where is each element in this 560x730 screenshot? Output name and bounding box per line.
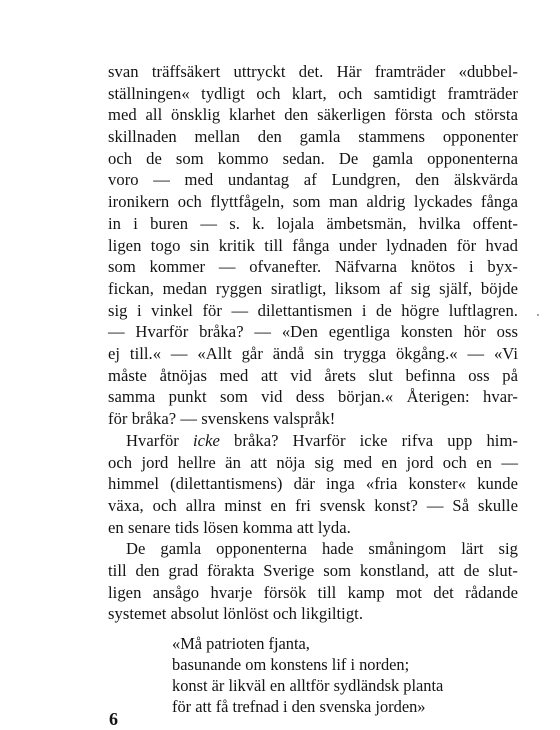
text-line: ligen togo sin kritik till fånga under lydnaden för hvad	[108, 235, 518, 255]
poem-line: konst är likväl en alltför sydländsk planta	[172, 676, 444, 696]
text-line: med all önsklig klarhet den säkerligen första och största	[108, 105, 518, 125]
paragraph-2	[108, 430, 518, 538]
text-line: som kommer — ofvanefter. Näfvarna knötos i byx-	[108, 257, 518, 277]
poem-line: för att få trefnad i den svenska jorden»	[172, 697, 426, 717]
poem-line: basunande om konstens lif i norden;	[172, 655, 410, 675]
text-line: ställningen« tydligt och klart, och samtidigt framträder	[108, 83, 518, 103]
text-line: himmel (dilettantismens) där inga «fria konster« kunde	[108, 474, 518, 494]
text-line: och de som kommo sedan. De gamla opponenterna	[108, 148, 518, 168]
paragraph-3	[108, 538, 518, 625]
text-line: skillnaden mellan den gamla stammens opponenter	[108, 127, 518, 147]
text-line: svan träffsäkert uttryckt det. Här framträder «dubbel-	[108, 62, 518, 81]
italic-word: icke	[193, 430, 220, 450]
text-line: för bråka? — svenskens valspråk!	[108, 409, 336, 428]
poem-line: «Må patrioten fjanta,	[172, 634, 310, 654]
text-line: samma punkt som vid dess början.« Återigen: hvar-	[108, 387, 518, 407]
text-line: systemet absolut lönlöst och likgiltigt.	[108, 604, 364, 624]
poem-quote	[172, 633, 443, 717]
text-line: ej till.« — «Allt går ändå sin trygga ökgång.« — «Vi	[108, 343, 518, 363]
text-line: ironikern och flyttfågeln, som man aldrig lyckades fånga	[108, 192, 518, 212]
page-number: 6	[109, 709, 118, 730]
paragraph-1	[108, 61, 518, 430]
text-line: voro — med undantag af Lundgren, den älskvärda	[108, 170, 518, 190]
text-segment: bråka? Hvarför icke rifva upp him-	[219, 430, 518, 450]
text-line: och jord hellre än att nöja sig med en jord och en —	[108, 452, 518, 472]
text-line-with-italic	[108, 430, 518, 452]
text-line: De gamla opponenterna hade småningom lärt sig	[126, 539, 518, 559]
text-line: till den grad förakta Sverige som konstland, att de slut-	[108, 561, 518, 581]
text-line: måste åtnöjas med att vid årets slut befinna oss på	[108, 365, 518, 385]
text-line: sig i vinkel för — dilettantismen i de högre luftlagren.	[108, 300, 518, 320]
text-line: ligen ansågo hvarje försök till kamp mot det rådande	[108, 582, 518, 602]
text-line: en senare tids lösen komma att lyda.	[108, 517, 351, 537]
text-line: växa, och allra minst en fri svensk konst? — Så skulle	[108, 495, 518, 515]
text-segment: Hvarför	[126, 430, 193, 450]
text-line: fickan, medan ryggen siratligt, liksom af sig själf, böjde	[108, 278, 518, 298]
print-speck	[537, 314, 539, 316]
text-line: — Hvarför bråka? — «Den egentliga konsten hör oss	[108, 322, 518, 342]
text-line: in i buren — s. k. lojala ämbetsmän, hvilka offent-	[108, 213, 518, 233]
